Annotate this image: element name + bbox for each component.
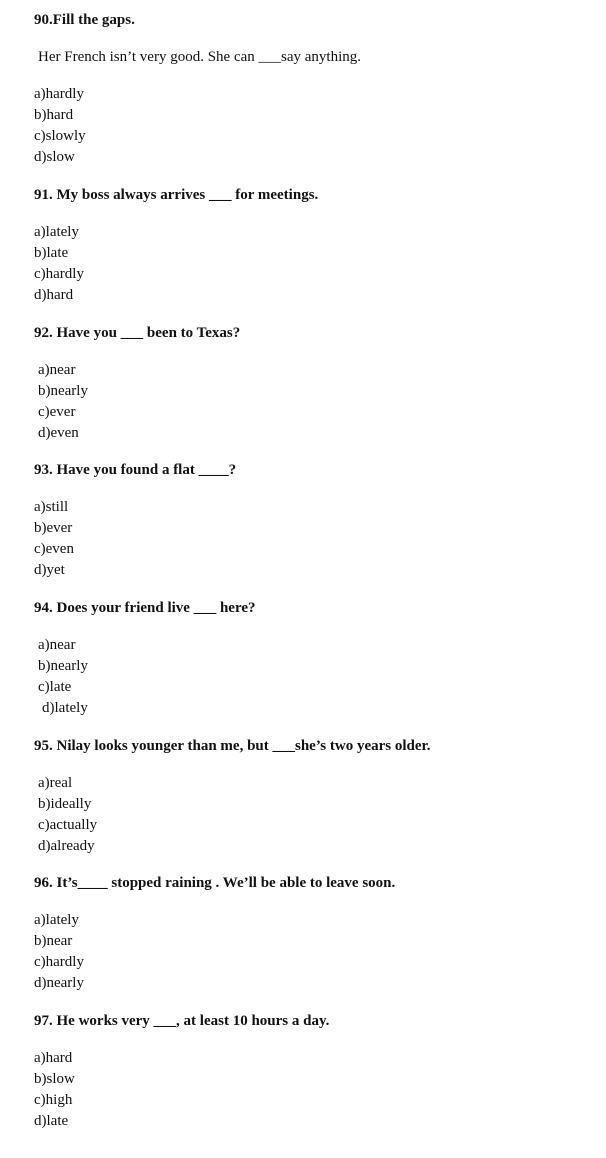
question-92-option-d: d)even — [38, 425, 79, 441]
question-93-title: 93. Have you found a flat ____? — [34, 462, 237, 478]
question-96-option-d: d)nearly — [34, 975, 84, 991]
question-90-option-d: d)slow — [34, 149, 75, 165]
question-92-option-b: b)nearly — [38, 383, 88, 399]
question-91-title: 91. My boss always arrives ___ for meetings. — [34, 187, 319, 203]
question-91-option-d: d)hard — [34, 287, 74, 303]
question-97-option-c: c)high — [34, 1092, 73, 1108]
question-94-option-d: d)lately — [42, 700, 88, 716]
question-92-option-a: a)near — [38, 362, 76, 378]
question-95-option-a: a)real — [38, 775, 73, 791]
question-93-option-b: b)ever — [34, 520, 73, 536]
question-91-option-c: c)hardly — [34, 266, 84, 282]
question-97-title: 97. He works very ___, at least 10 hours a day. — [34, 1013, 330, 1029]
question-93-option-c: c)even — [34, 541, 74, 557]
question-95-title: 95. Nilay looks younger than me, but ___she’s two years older. — [34, 738, 431, 754]
question-96-title: 96. It’s____ stopped raining . We’ll be able to leave soon. — [34, 875, 396, 891]
question-92-option-c: c)ever — [38, 404, 76, 420]
question-91-option-b: b)late — [34, 245, 69, 261]
question-96-option-b: b)near — [34, 933, 73, 949]
question-91-option-a: a)lately — [34, 224, 79, 240]
question-97-option-d: d)late — [34, 1113, 69, 1129]
question-93-option-a: a)still — [34, 499, 69, 515]
question-90-option-b: b)hard — [34, 107, 74, 123]
question-90-text: Her French isn’t very good. She can ___say anything. — [38, 49, 361, 65]
question-95-option-d: d)already — [38, 838, 95, 854]
question-96-option-a: a)lately — [34, 912, 79, 928]
question-94-option-b: b)nearly — [38, 658, 88, 674]
question-90-option-a: a)hardly — [34, 86, 84, 102]
question-97-option-b: b)slow — [34, 1071, 75, 1087]
question-93-option-d: d)yet — [34, 562, 65, 578]
question-90-option-c: c)slowly — [34, 128, 86, 144]
question-94-option-a: a)near — [38, 637, 76, 653]
question-94-option-c: c)late — [38, 679, 72, 695]
question-97-option-a: a)hard — [34, 1050, 73, 1066]
question-95-option-c: c)actually — [38, 817, 98, 833]
question-95-option-b: b)ideally — [38, 796, 92, 812]
question-96-option-c: c)hardly — [34, 954, 84, 970]
question-90-title: 90.Fill the gaps. — [34, 12, 135, 28]
question-92-title: 92. Have you ___ been to Texas? — [34, 325, 241, 341]
question-94-title: 94. Does your friend live ___ here? — [34, 600, 256, 616]
